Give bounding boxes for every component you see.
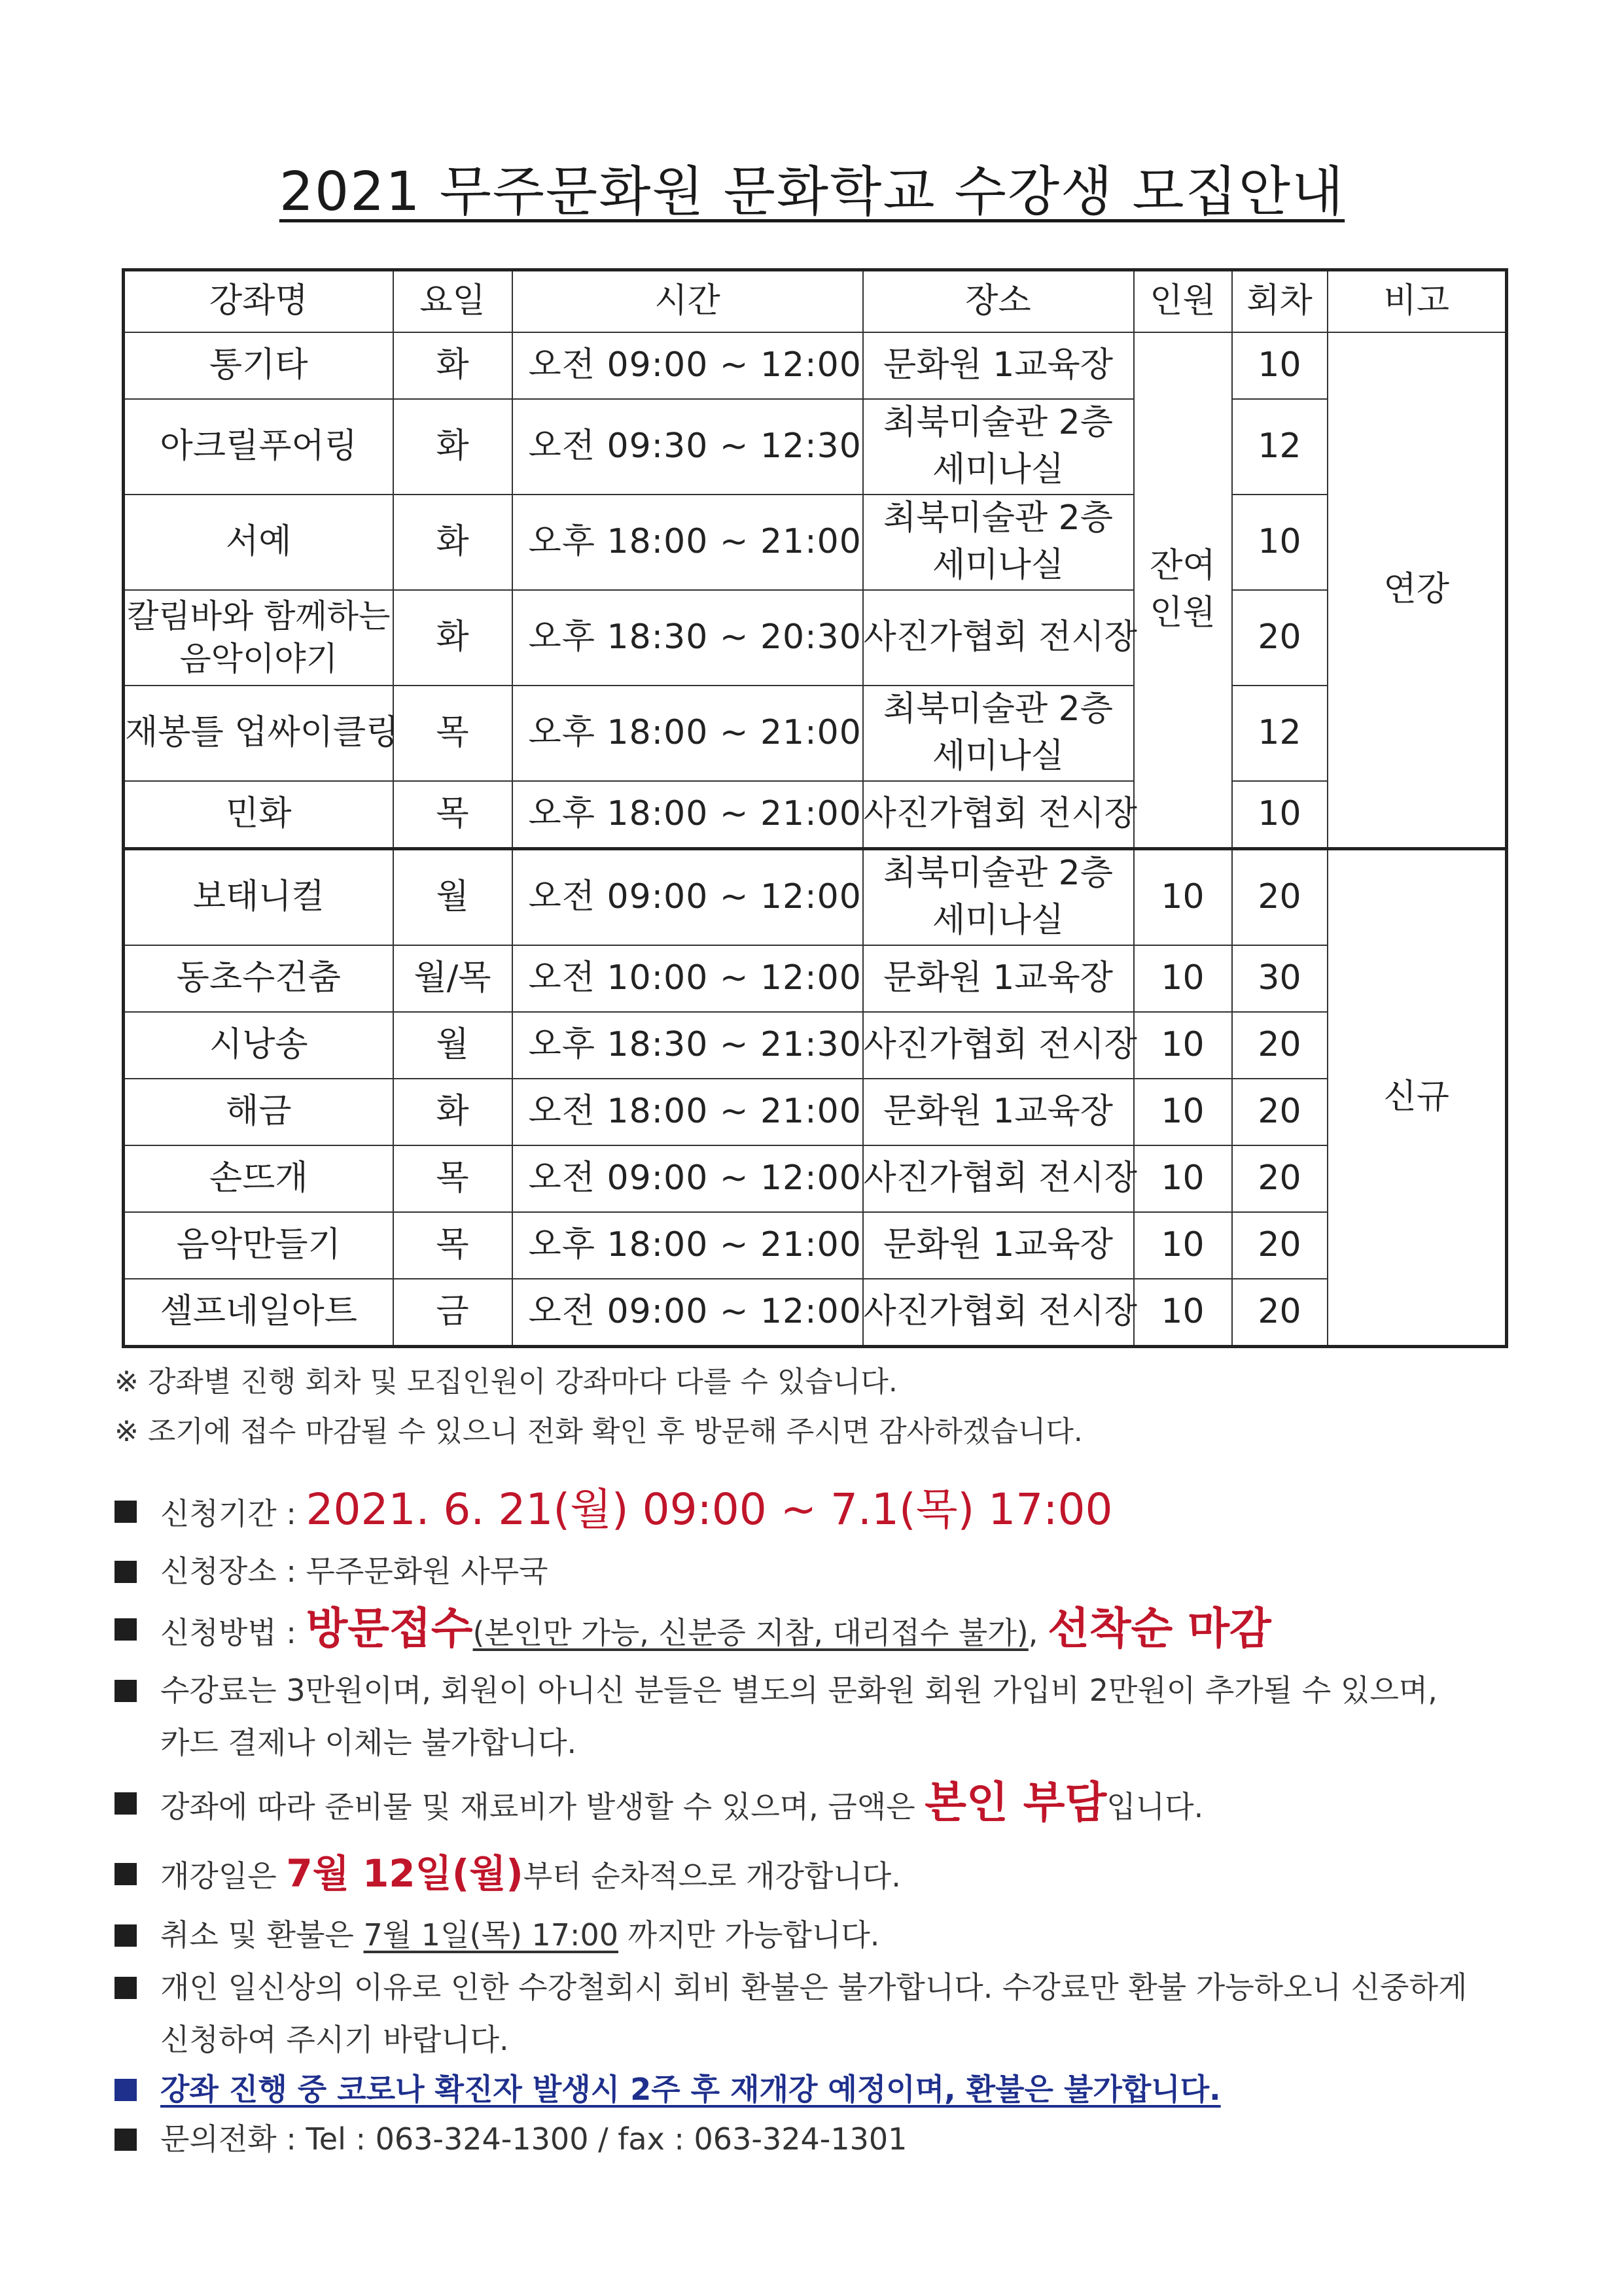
course-name: 음악만들기	[124, 1212, 393, 1279]
course-time: 오전 09:00 ~ 12:00	[512, 1279, 863, 1347]
course-place: 문화원 1교육장	[863, 332, 1134, 399]
square-bullet-icon	[115, 1863, 137, 1885]
course-people: 10	[1134, 1012, 1232, 1079]
table-header-row	[124, 270, 1507, 333]
personal-line: 신청하여 주시기 바랍니다.	[160, 2022, 509, 2057]
course-time: 오후 18:00 ~ 21:00	[512, 495, 863, 590]
course-place: 문화원 1교육장	[863, 1212, 1134, 1279]
course-count: 20	[1232, 1212, 1328, 1279]
refund-text: 취소 및 환불은	[160, 1917, 364, 1953]
table-row	[124, 1012, 1507, 1079]
square-bullet-icon	[115, 1680, 137, 1702]
square-bullet-icon	[115, 2129, 137, 2151]
course-count: 12	[1232, 399, 1328, 495]
course-place: 최북미술관 2층 세미나실	[863, 495, 1134, 590]
table-row	[124, 1212, 1507, 1279]
square-bullet-icon	[115, 2079, 137, 2101]
method-detail: (본인만 가능, 신분증 지참, 대리접수 불가)	[472, 1615, 1029, 1650]
table-row	[124, 332, 1507, 399]
course-name: 통기타	[124, 332, 393, 399]
course-time: 오전 10:00 ~ 12:00	[512, 945, 863, 1012]
table-row	[124, 590, 1507, 686]
square-bullet-icon	[115, 1792, 137, 1815]
course-count: 10	[1232, 495, 1328, 590]
course-name: 셀프네일아트	[124, 1279, 393, 1347]
course-place: 문화원 1교육장	[863, 1079, 1134, 1145]
place-text: 신청장소 : 무주문화원 사무국	[160, 1554, 548, 1589]
table-row	[124, 495, 1507, 590]
info-covid	[115, 2066, 1521, 2113]
course-count: 20	[1232, 1012, 1328, 1079]
course-time: 오전 09:00 ~ 12:00	[512, 849, 863, 946]
course-count: 20	[1232, 1079, 1328, 1145]
open-text: 개강일은	[160, 1858, 287, 1894]
page-title: 2021 무주문화원 문화학교 수강생 모집안내	[279, 161, 1345, 223]
course-time: 오전 18:00 ~ 21:00	[512, 1079, 863, 1145]
course-name: 동초수건춤	[124, 945, 393, 1012]
refund-deadline: 7월 1일(목) 17:00	[363, 1917, 619, 1953]
header-count: 회차	[1232, 270, 1328, 333]
table-row	[124, 1279, 1507, 1347]
header-place: 장소	[863, 270, 1134, 333]
table-row	[124, 781, 1507, 849]
course-place: 사진가협회 전시장	[863, 1279, 1134, 1347]
course-people: 10	[1134, 1212, 1232, 1279]
method-value: 방문접수	[306, 1603, 473, 1654]
header-time: 시간	[512, 270, 863, 333]
info-period	[115, 1478, 1521, 1545]
fee-line: 카드 결제나 이체는 불가합니다.	[160, 1725, 577, 1760]
course-day: 목	[393, 781, 512, 849]
course-day: 월	[393, 1012, 512, 1079]
notes	[115, 1357, 1083, 1457]
material-text: 강좌에 따라 준비물 및 재료비가 발생할 수 있으며, 금액은	[160, 1789, 925, 1824]
info-contact	[115, 2113, 1521, 2165]
material-highlight: 본인 부담	[925, 1777, 1107, 1828]
open-text-end: 부터 순차적으로 개강합니다.	[523, 1858, 901, 1894]
course-time: 오후 18:00 ~ 21:00	[512, 686, 863, 781]
course-place: 최북미술관 2층 세미나실	[863, 399, 1134, 495]
info-fee	[115, 1664, 1521, 1769]
course-name: 아크릴푸어링	[124, 399, 393, 495]
contact-text: 문의전화 : Tel : 063-324-1300 / fax : 063-324-1301	[160, 2121, 908, 2157]
course-place: 최북미술관 2층 세미나실	[863, 849, 1134, 946]
material-text-end: 입니다.	[1106, 1789, 1204, 1824]
period-label: 신청기간 :	[160, 1496, 306, 1531]
course-place: 최북미술관 2층 세미나실	[863, 686, 1134, 781]
table-row	[124, 686, 1507, 781]
course-name: 해금	[124, 1079, 393, 1145]
course-name: 민화	[124, 781, 393, 849]
course-day: 화	[393, 332, 512, 399]
period-value: 2021. 6. 21(월) 09:00 ~ 7.1(목) 17:00	[306, 1484, 1113, 1535]
square-bullet-icon	[115, 1618, 137, 1641]
table-row	[124, 1079, 1507, 1145]
table-row	[124, 399, 1507, 495]
course-name: 시낭송	[124, 1012, 393, 1079]
info-open	[115, 1841, 1521, 1909]
open-date: 7월 12일(월)	[286, 1851, 523, 1896]
course-people: 10	[1134, 1279, 1232, 1347]
course-name: 손뜨개	[124, 1145, 393, 1212]
course-day: 화	[393, 495, 512, 590]
course-count: 30	[1232, 945, 1328, 1012]
info-place	[115, 1545, 1521, 1597]
note-line: ※ 강좌별 진행 회차 및 모집인원이 강좌마다 다를 수 있습니다.	[115, 1365, 898, 1399]
course-people: 10	[1134, 849, 1232, 946]
course-time: 오전 09:30 ~ 12:30	[512, 399, 863, 495]
covid-notice: 강좌 진행 중 코로나 확진자 발생시 2주 후 재개강 예정이며, 환불은 불가합니다.	[160, 2072, 1221, 2107]
course-day: 화	[393, 1079, 512, 1145]
course-time: 오후 18:00 ~ 21:00	[512, 1212, 863, 1279]
square-bullet-icon	[115, 1561, 137, 1583]
course-day: 금	[393, 1279, 512, 1347]
course-count: 10	[1232, 781, 1328, 849]
group2-note: 신규	[1328, 849, 1507, 1347]
square-bullet-icon	[115, 1977, 137, 1999]
course-place: 사진가협회 전시장	[863, 590, 1134, 686]
course-name: 보태니컬	[124, 849, 393, 946]
info-list	[115, 1478, 1521, 2165]
course-day: 목	[393, 1212, 512, 1279]
course-day: 목	[393, 686, 512, 781]
course-day: 월	[393, 849, 512, 946]
header-note: 비고	[1328, 270, 1507, 333]
personal-line: 개인 일신상의 이유로 인한 수강철회시 회비 환불은 불가합니다. 수강료만 환불 가능하오니 신중하게	[160, 1970, 1468, 2005]
header-name: 강좌명	[124, 270, 393, 333]
refund-text-end: 까지만 가능합니다.	[618, 1917, 880, 1953]
method-sep: ,	[1028, 1615, 1048, 1650]
square-bullet-icon	[115, 1924, 137, 1947]
info-material	[115, 1769, 1521, 1841]
course-time: 오후 18:00 ~ 21:00	[512, 781, 863, 849]
course-people: 10	[1134, 1145, 1232, 1212]
course-count: 12	[1232, 686, 1328, 781]
course-day: 목	[393, 1145, 512, 1212]
fee-line: 수강료는 3만원이며, 회원이 아니신 분들은 별도의 문화원 회원 가입비 2만원이 추가될 수 있으며,	[160, 1673, 1438, 1708]
course-schedule-table	[122, 268, 1508, 1348]
course-day: 화	[393, 590, 512, 686]
method-close: 선착순 마감	[1048, 1603, 1271, 1654]
group1-note: 연강	[1328, 332, 1507, 849]
course-time: 오후 18:30 ~ 20:30	[512, 590, 863, 686]
info-personal	[115, 1961, 1521, 2066]
course-time: 오전 09:00 ~ 12:00	[512, 332, 863, 399]
table-row	[124, 945, 1507, 1012]
square-bullet-icon	[115, 1501, 137, 1523]
course-count: 20	[1232, 1279, 1328, 1347]
header-people: 인원	[1134, 270, 1232, 333]
course-people: 10	[1134, 1079, 1232, 1145]
course-time: 오후 18:30 ~ 21:30	[512, 1012, 863, 1079]
course-count: 10	[1232, 332, 1328, 399]
course-day: 월/목	[393, 945, 512, 1012]
course-place: 사진가협회 전시장	[863, 1012, 1134, 1079]
note-line: ※ 조기에 접수 마감될 수 있으니 전화 확인 후 방문해 주시면 감사하겠습니다.	[115, 1415, 1083, 1448]
header-day: 요일	[393, 270, 512, 333]
course-people: 10	[1134, 945, 1232, 1012]
info-method	[115, 1597, 1521, 1664]
course-name: 재봉틀 업싸이클링	[124, 686, 393, 781]
course-place: 사진가협회 전시장	[863, 1145, 1134, 1212]
info-refund	[115, 1909, 1521, 1961]
table-row	[124, 849, 1507, 946]
course-count: 20	[1232, 590, 1328, 686]
method-label: 신청방법 :	[160, 1615, 306, 1650]
course-count: 20	[1232, 1145, 1328, 1212]
table-row	[124, 1145, 1507, 1212]
course-place: 사진가협회 전시장	[863, 781, 1134, 849]
group1-people: 잔여 인원	[1134, 332, 1232, 849]
course-count: 20	[1232, 849, 1328, 946]
course-place: 문화원 1교육장	[863, 945, 1134, 1012]
course-name: 서예	[124, 495, 393, 590]
course-day: 화	[393, 399, 512, 495]
course-time: 오전 09:00 ~ 12:00	[512, 1145, 863, 1212]
course-name: 칼림바와 함께하는 음악이야기	[124, 590, 393, 686]
